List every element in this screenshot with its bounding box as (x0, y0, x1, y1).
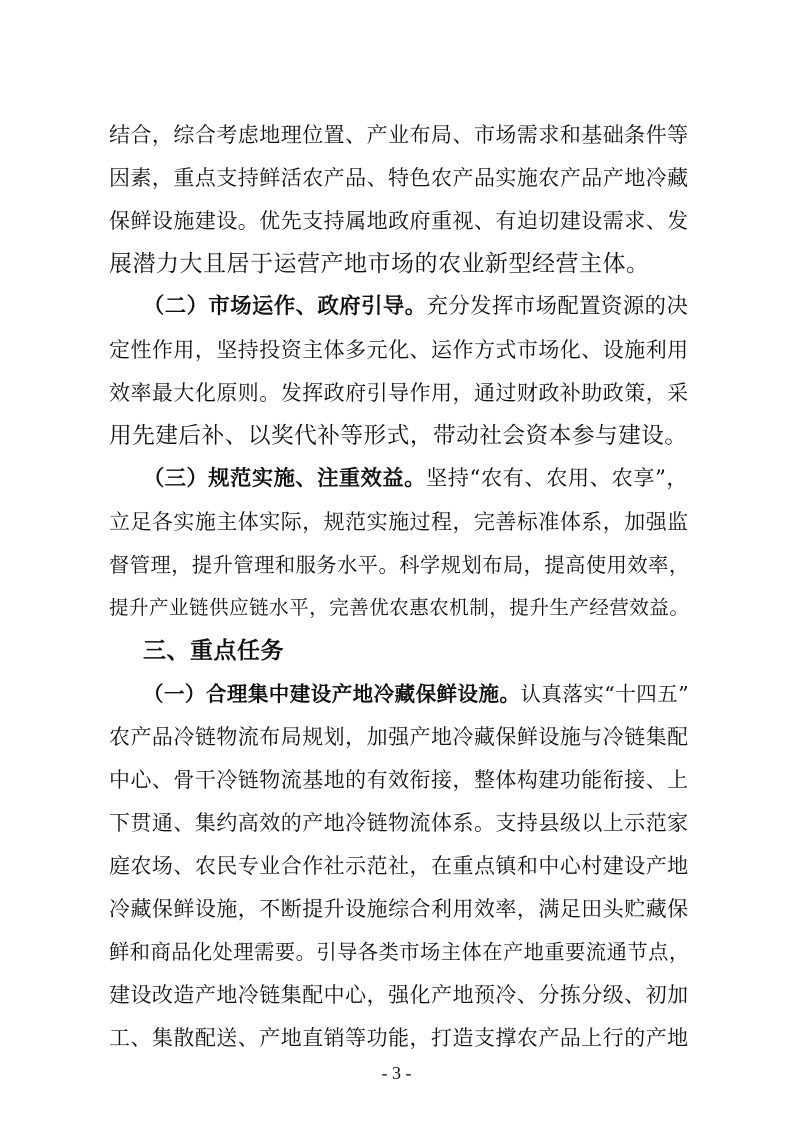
subheading: （三）规范实施、注重效益。 (143, 466, 426, 491)
paragraph-line: 鲜和商品化处理需要。引导各类市场主体在产地重要流通节点， (109, 940, 690, 964)
paragraph-line: 用先建后补、以奖代补等形式，带动社会资本参与建设。 (109, 423, 688, 449)
paragraph-first-line (143, 464, 688, 494)
paragraph-line: 展潜力大且居于运营产地市场的农业新型经营主体。 (109, 251, 650, 277)
paragraph-text: 充分发挥市场配置资源的决 (426, 294, 689, 319)
paragraph-first-line (143, 292, 688, 322)
subheading: （一）合理集中建设产地冷藏保鲜设施。 (143, 682, 521, 706)
subheading: （二）市场运作、政府引导。 (143, 294, 427, 319)
paragraph-line: 中心、骨干冷链物流基地的有效衔接，整体构建功能衔接、上 (109, 768, 689, 792)
paragraph-line: 定性作用，坚持投资主体多元化、运作方式市场化、设施利用 (109, 338, 689, 362)
paragraph-line: 效率最大化原则。发挥政府引导作用，通过财政补助政策，采 (109, 381, 689, 405)
paragraph-text: 认真落实“十四五” (520, 682, 690, 706)
paragraph-text: 坚持“农有、农用、农享”， (425, 466, 689, 491)
section-heading: 三、重点任务 (143, 637, 284, 664)
paragraph-line: 工、集散配送、产地直销等功能，打造支撑农产品上行的产地 (109, 1026, 689, 1050)
paragraph-line: 建设改造产地冷链集配中心，强化产地预冷、分拣分级、初加 (109, 983, 689, 1007)
paragraph-line: 冷藏保鲜设施，不断提升设施综合利用效率，满足田头贮藏保 (109, 897, 689, 921)
paragraph-line: 农产品冷链物流布局规划，加强产地冷藏保鲜设施与冷链集配 (109, 725, 689, 749)
page-number: - 3 - (381, 1063, 412, 1083)
paragraph-line: 结合，综合考虑地理位置、产业布局、市场需求和基础条件等 (109, 123, 689, 147)
paragraph-line: 下贯通、集约高效的产地冷链物流体系。支持县级以上示范家 (109, 811, 689, 835)
paragraph-line: 保鲜设施建设。优先支持属地政府重视、有迫切建设需求、发 (109, 209, 689, 233)
paragraph-line: 提升产业链供应链水平，完善优农惠农机制，提升生产经营效益。 (109, 596, 690, 619)
paragraph-line: 因素，重点支持鲜活农产品、特色农产品实施农产品产地冷藏 (109, 166, 689, 190)
paragraph-line: 庭农场、农民专业合作社示范社，在重点镇和中心村建设产地 (109, 854, 689, 878)
paragraph-first-line (143, 679, 689, 709)
paragraph-line: 督管理，提升管理和服务水平。科学规划布局，提高使用效率， (109, 553, 690, 577)
paragraph-line: 立足各实施主体实际，规范实施过程，完善标准体系，加强监 (109, 510, 689, 534)
